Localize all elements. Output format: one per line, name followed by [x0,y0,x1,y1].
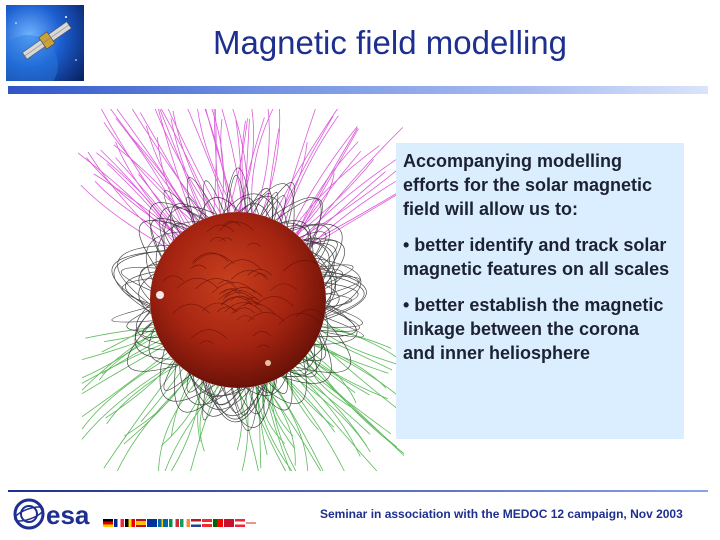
footer-caption: Seminar in association with the MEDOC 12 campaign, Nov 2003 [320,507,683,521]
esa-wordmark: esa [46,500,90,530]
sun-magnetic-field-image [78,105,408,475]
description-box [396,143,684,439]
bullet-identify-features: • better identify and track solar magnetic features on all scales [403,235,670,279]
member-flags [103,519,256,527]
esa-logo [12,497,108,531]
satellite-icon [6,5,84,81]
title-divider [8,86,708,94]
footer-divider [8,490,708,492]
intro-text: Accompanying modelling efforts for the solar magnetic field will allow us to: [403,151,653,219]
page-title: Magnetic field modelling [212,24,568,61]
mission-thumbnail [6,5,84,81]
bullet-magnetic-linkage: • better establish the magnetic linkage between the corona and inner heliosphere [403,295,664,363]
sun-disk [150,212,326,388]
